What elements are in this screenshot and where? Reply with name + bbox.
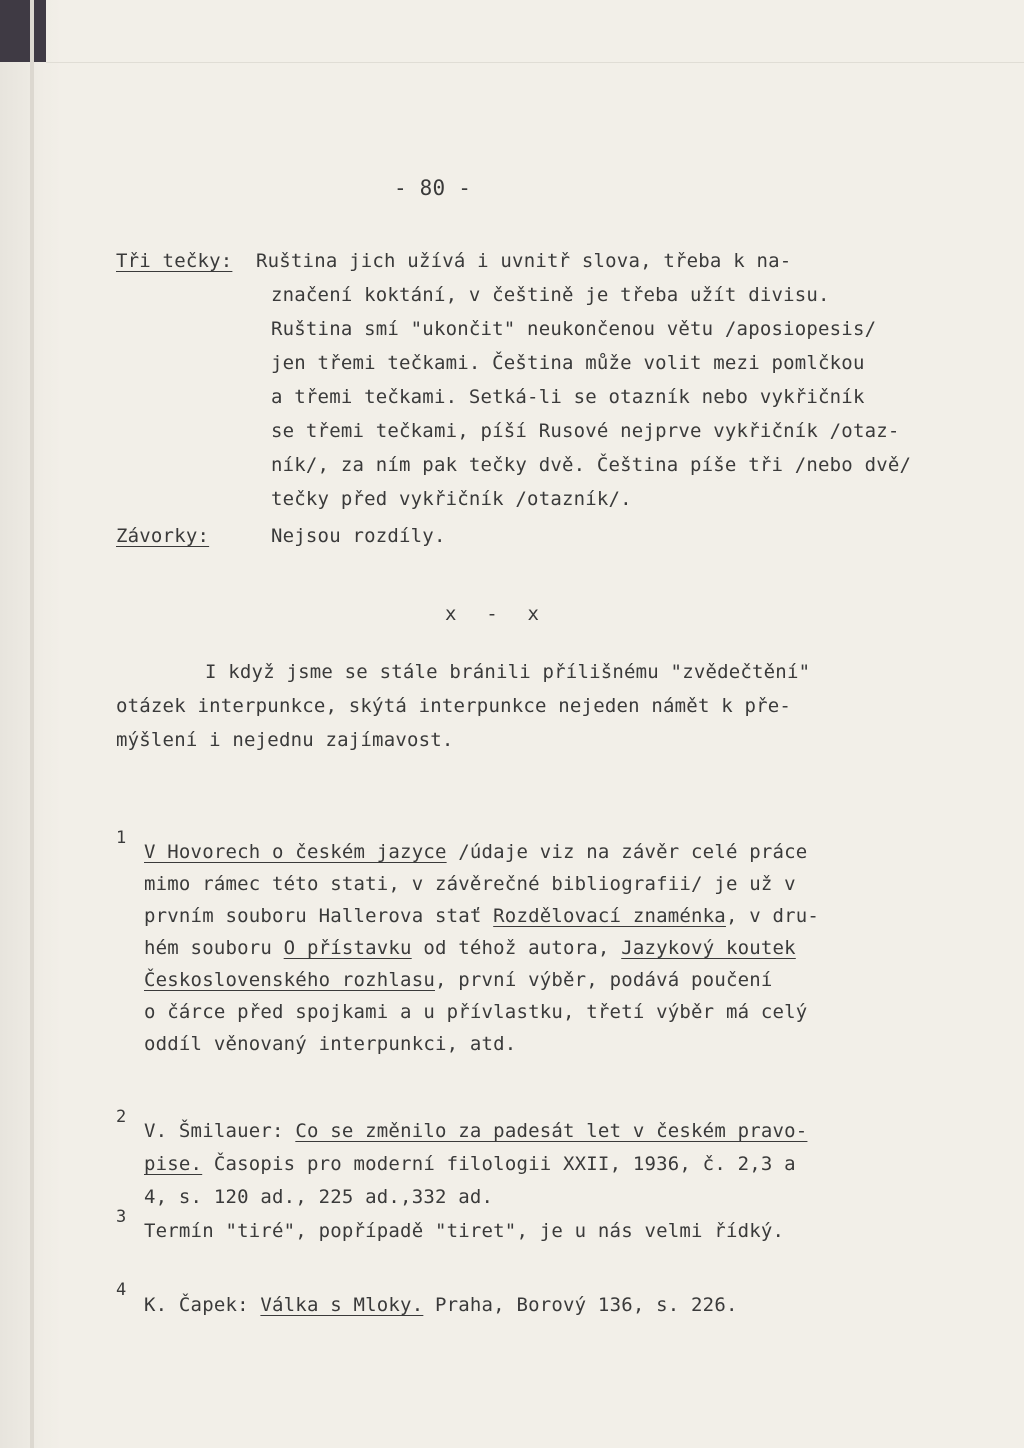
paragraph-line: Ruština jich užívá i uvnitř slova, třeba k na- (256, 250, 792, 272)
paragraph-line: tečky před vykřičník /otazník/. (271, 488, 632, 510)
paragraph-line: I když jsme se stále bránili přílišnému "zvědečtění" (205, 661, 811, 683)
citation-title: Co se změnilo za padesát let v českém pravo- (295, 1120, 808, 1142)
citation-title: V Hovorech o českém jazyce (144, 841, 447, 863)
citation-title: pise. (144, 1153, 203, 1175)
footnote-line (144, 969, 773, 991)
paragraph-line: a třemi tečkami. Setká-li se otazník nebo vykřičník (271, 386, 865, 408)
citation-title: Československého rozhlasu (144, 969, 435, 991)
footnote-line (144, 905, 819, 927)
footnote-text: K. Čapek: (144, 1294, 261, 1316)
paragraph-line: jen třemi tečkami. Čeština může volit mezi pomlčkou (271, 352, 865, 374)
page-number: - 80 - (394, 176, 472, 200)
footnote-line: mimo rámec této stati, v závěrečné bibliografii/ je už v (144, 873, 796, 895)
footnote-line: o čárce před spojkami a u přívlastku, třetí výběr má celý (144, 1001, 808, 1023)
footnote-text: od téhož autora, (411, 937, 622, 959)
paragraph-line: mýšlení i nejednu zajímavost. (116, 729, 454, 751)
footnote-text: V. Šmilauer: (144, 1120, 296, 1142)
section-heading-tri-tecky: Tři tečky: (116, 250, 233, 272)
footnote-text: , první výběr, podává poučení (434, 969, 773, 991)
footnote-line (144, 937, 796, 959)
footnote-number: 3 (116, 1207, 127, 1227)
paragraph-line: ník/, za ním pak tečky dvě. Čeština píše tři /nebo dvě/ (271, 454, 912, 476)
footnote-line: oddíl věnovaný interpunkci, atd. (144, 1033, 517, 1055)
citation-title: Rozdělovací znaménka (493, 905, 726, 927)
paragraph-line: značení koktání, v češtině je třeba užít divisu. (271, 284, 830, 306)
paragraph-line: Ruština smí "ukončit" neukončenou větu /aposiopesis/ (271, 318, 877, 340)
paragraph-line: Nejsou rozdíly. (271, 525, 446, 547)
footnote-line (144, 1120, 807, 1142)
paragraph-line: se třemi tečkami, píší Rusové nejprve vykřičník /otaz- (271, 420, 900, 442)
footnote-number: 2 (116, 1107, 127, 1127)
footnote-line (144, 1294, 738, 1316)
footnote-line (144, 841, 807, 863)
footnote-text: /údaje viz na závěr celé práce (446, 841, 808, 863)
footnote-text: hém souboru (144, 937, 284, 959)
footnote-text: , v dru- (725, 905, 820, 927)
section-heading-zavorky: Závorky: (116, 525, 210, 547)
footnote-text: prvním souboru Hallerova stať (144, 905, 494, 927)
footnote-line: Termín "tiré", popřípadě "tiret", je u nás velmi řídký. (144, 1220, 785, 1242)
footnote-text: Praha, Borový 136, s. 226. (423, 1294, 738, 1316)
footnote-line: 4, s. 120 ad., 225 ad.,332 ad. (144, 1186, 494, 1208)
footnote-text: Časopis pro moderní filologii XXII, 1936, č. 2,3 a (202, 1153, 796, 1175)
footnote-number: 1 (116, 828, 127, 848)
footnote-line (144, 1153, 796, 1175)
citation-title: Jazykový koutek (621, 937, 796, 959)
paragraph-line: otázek interpunkce, skýtá interpunkce nejeden námět k pře- (116, 695, 792, 717)
section-separator: x - x (445, 603, 540, 625)
citation-title: O přístavku (283, 937, 412, 959)
footnote-number: 4 (116, 1280, 127, 1300)
citation-title: Válka s Mloky. (260, 1294, 424, 1316)
